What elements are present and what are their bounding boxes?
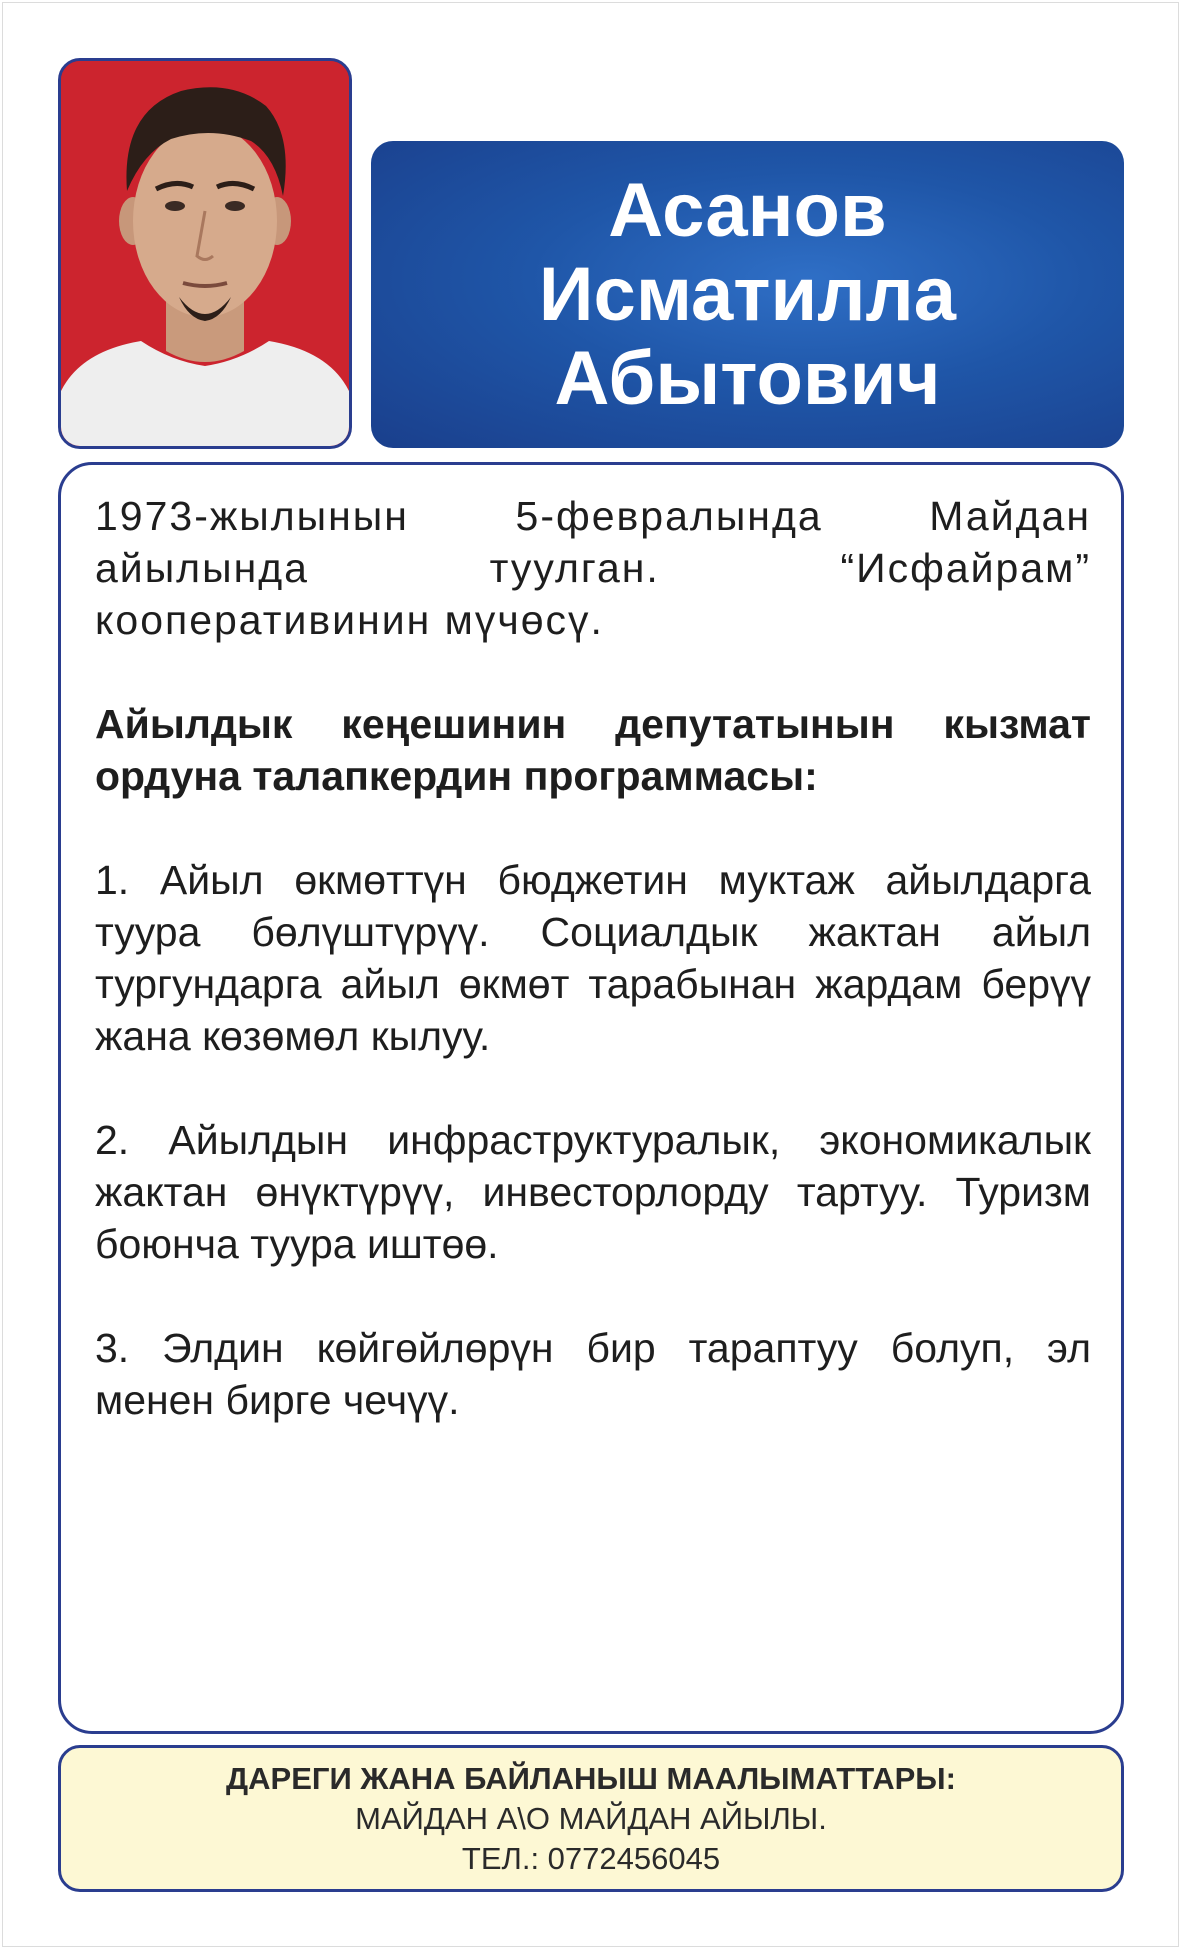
first-name: Исматилла [538, 251, 957, 337]
program-title: Айылдык кеңешинин депутатынын кызмат ордуна талапкердин программасы: [95, 701, 1091, 799]
program-item-2: 2. Айылдын инфраструктуралык, экономикалык жактан өнүктүрүү, инвесторлорду тартуу. Туризм боюнча туура иштөө. [95, 1117, 1091, 1267]
program-content-box [58, 462, 1124, 1734]
program-item-1: 1. Айыл өкмөттүн бюджетин муктаж айылдарга туура бөлүштүрүү. Социалдык жактан айыл тургундарга айыл өкмөт тарабынан жардам берүү жана көзөмөл кылуу. [95, 857, 1091, 1059]
portrait-icon [61, 61, 349, 446]
candidate-photo [58, 58, 352, 449]
program-text [95, 490, 1091, 1478]
program-item-3: 3. Элдин көйгөйлөрүн бир тараптуу болуп, эл менен бирге чечүү. [95, 1325, 1091, 1423]
contact-info-box [58, 1745, 1124, 1892]
patronymic: Абытович [554, 335, 941, 421]
candidate-name-banner [371, 141, 1124, 448]
contact-address: МАЙДАН А\О МАЙДАН АЙЫЛЫ. [355, 1800, 827, 1836]
contact-heading: ДАРЕГИ ЖАНА БАЙЛАНЫШ МААЛЫМАТТАРЫ: [226, 1760, 956, 1796]
candidate-bio: 1973-жылынын 5-февралында Майдан айылында туулган. “Исфайрам” кооперативинин мүчөсү. [95, 493, 1091, 643]
contact-phone: ТЕЛ.: 0772456045 [461, 1840, 721, 1876]
surname: Асанов [608, 167, 887, 253]
